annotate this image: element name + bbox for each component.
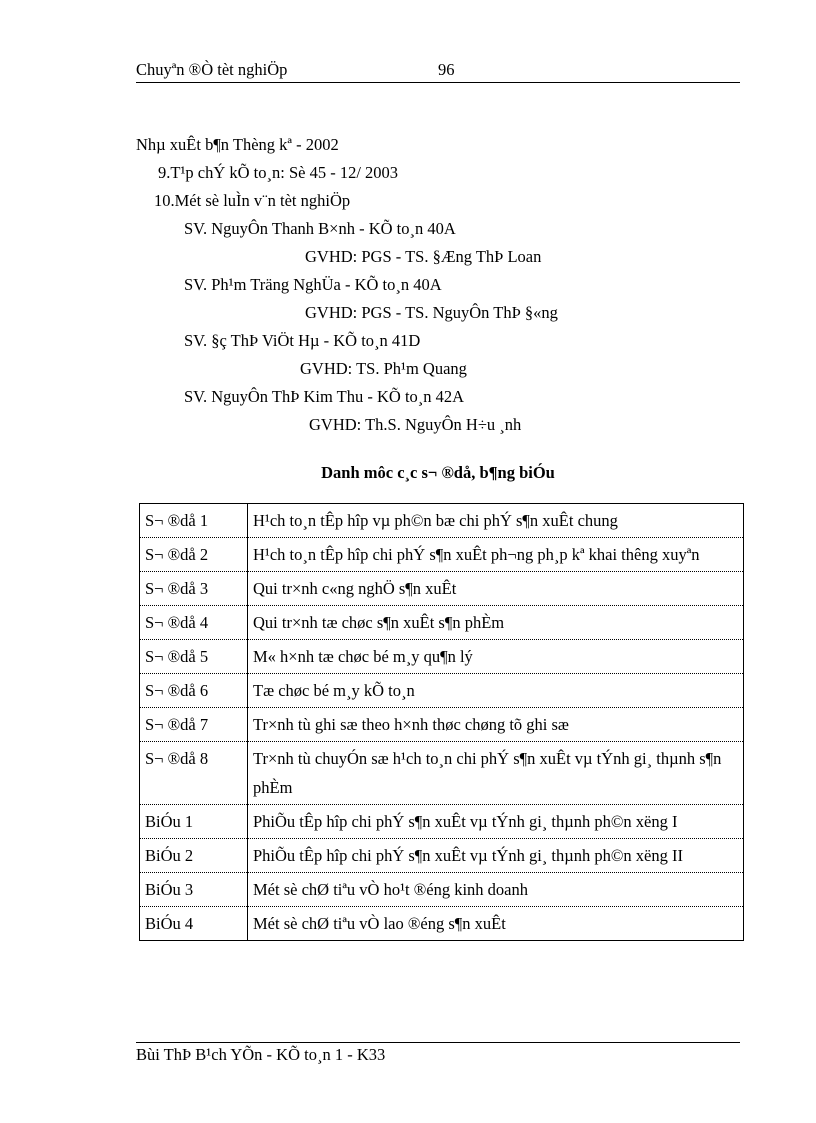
- row-description: H¹ch to¸n tÊp hîp vµ ph©n bæ chi phÝ s¶n xuÊt chung: [248, 504, 744, 538]
- reference-line: Nhµ xuÊt b¶n Thèng kª - 2002: [136, 135, 339, 154]
- reference-line: GVHD: Th.S. NguyÔn H÷u ¸nh: [309, 415, 522, 434]
- row-label: S¬ ®då 8: [140, 742, 248, 805]
- row-description: Qui tr×nh tæ chøc s¶n xuÊt s¶n phÈm: [248, 606, 744, 640]
- row-label: BiÓu 1: [140, 805, 248, 839]
- reference-line: GVHD: PGS - TS. §Æng ThÞ Loan: [305, 247, 542, 266]
- reference-line: GVHD: TS. Ph¹m Quang: [300, 359, 467, 378]
- reference-line: SV. §ç ThÞ ViÖt Hµ - KÕ to¸n 41D: [184, 331, 421, 350]
- table-row: [140, 708, 744, 742]
- row-description: Mét sè chØ tiªu vÒ ho¹t ®éng kinh doanh: [248, 873, 744, 907]
- row-description: PhiÕu tÊp hîp chi phÝ s¶n xuÊt vµ tÝnh gi¸ thµnh ph©n xëng II: [248, 839, 744, 873]
- row-label: S¬ ®då 6: [140, 674, 248, 708]
- table-row: [140, 839, 744, 873]
- row-description: Mét sè chØ tiªu vÒ lao ®éng s¶n xuÊt: [248, 907, 744, 941]
- table-row: [140, 572, 744, 606]
- row-description: Tr×nh tù chuyÓn sæ h¹ch to¸n chi phÝ s¶n xuÊt vµ tÝnh gi¸ thµnh s¶n phÈm: [248, 742, 744, 805]
- row-label: S¬ ®då 1: [140, 504, 248, 538]
- table-row: [140, 873, 744, 907]
- page-header: [136, 60, 740, 83]
- table-row: [140, 504, 744, 538]
- table-row: [140, 606, 744, 640]
- row-label: BiÓu 2: [140, 839, 248, 873]
- row-description: M« h×nh tæ chøc bé m¸y qu¶n lý: [248, 640, 744, 674]
- row-label: S¬ ®då 3: [140, 572, 248, 606]
- table-row: [140, 742, 744, 805]
- table-title: Danh môc c¸c s¬ ®då, b¶ng biÓu: [321, 463, 555, 482]
- header-title: Chuyªn ®Ò tèt nghiÖp: [136, 60, 288, 79]
- figures-table: [139, 503, 744, 941]
- table-row: [140, 805, 744, 839]
- row-label: BiÓu 4: [140, 907, 248, 941]
- reference-line: SV. Ph¹m Träng NghÜa - KÕ to¸n 40A: [184, 275, 442, 294]
- reference-line: SV. NguyÔn Thanh B×nh - KÕ to¸n 40A: [184, 219, 456, 238]
- row-label: S¬ ®då 4: [140, 606, 248, 640]
- row-label: S¬ ®då 2: [140, 538, 248, 572]
- page-number: 96: [438, 60, 455, 79]
- row-description: H¹ch to¸n tÊp hîp chi phÝ s¶n xuÊt ph¬ng ph¸p kª khai thêng xuyªn: [248, 538, 744, 572]
- reference-line: 10.Mét sè luÌn v¨n tèt nghiÖp: [154, 191, 351, 210]
- row-label: BiÓu 3: [140, 873, 248, 907]
- footer-divider: [136, 1042, 740, 1043]
- row-description: Tr×nh tù ghi sæ theo h×nh thøc chøng tõ ghi sæ: [248, 708, 744, 742]
- table-row: [140, 907, 744, 941]
- reference-line: GVHD: PGS - TS. NguyÔn ThÞ §«ng: [305, 303, 558, 322]
- row-label: S¬ ®då 7: [140, 708, 248, 742]
- reference-line: 9.T¹p chÝ kÕ to¸n: Sè 45 - 12/ 2003: [158, 163, 399, 182]
- row-description: Tæ chøc bé m¸y kÕ to¸n: [248, 674, 744, 708]
- table-row: [140, 674, 744, 708]
- table-row: [140, 538, 744, 572]
- row-description: Qui tr×nh c«ng nghÖ s¶n xuÊt: [248, 572, 744, 606]
- row-description: PhiÕu tÊp hîp chi phÝ s¶n xuÊt vµ tÝnh gi¸ thµnh ph©n xëng I: [248, 805, 744, 839]
- footer-author: Bùi ThÞ B¹ch YÕn - KÕ to¸n 1 - K33: [136, 1045, 386, 1064]
- reference-line: SV. NguyÔn ThÞ Kim Thu - KÕ to¸n 42A: [184, 387, 465, 406]
- row-label: S¬ ®då 5: [140, 640, 248, 674]
- table-row: [140, 640, 744, 674]
